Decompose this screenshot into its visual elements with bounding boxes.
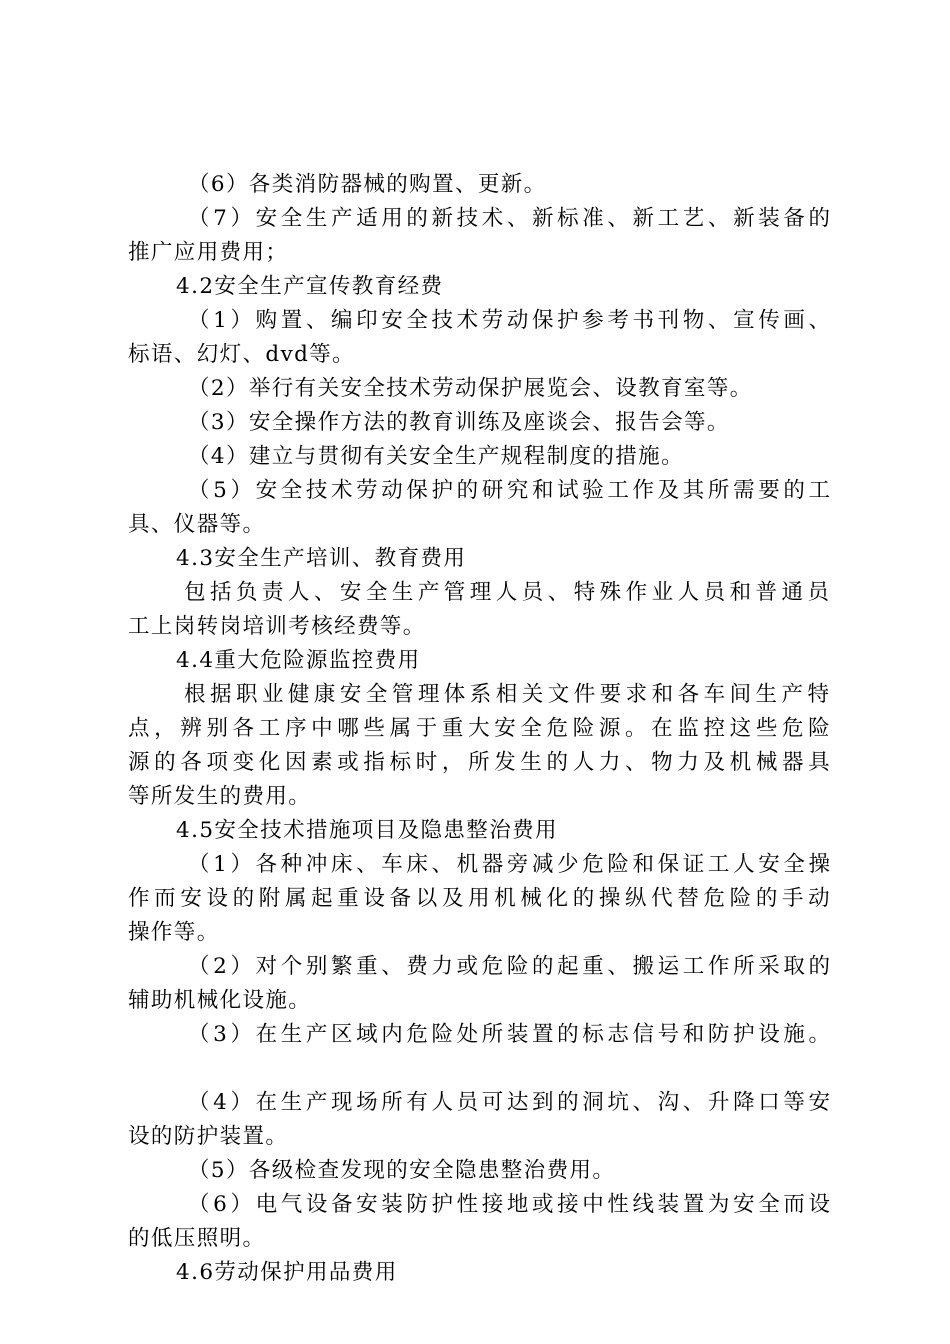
text-line: （6）电气设备安装防护性接地或接中性线装置为安全而设 [188,1192,834,1217]
section-heading: 4.2安全生产宣传教育经费 [176,274,444,299]
text-line: 辅助机械化设施。 [128,988,312,1013]
text-line: （5）安全技术劳动保护的研究和试验工作及其所需要的工 [188,478,834,503]
text-line: 标语、幻灯、dvd等。 [128,342,356,367]
text-line: （3）安全操作方法的教育训练及座谈会、报告会等。 [188,410,730,435]
text-line: （6）各类消防器械的购置、更新。 [188,172,547,197]
text-line: 操作等。 [128,920,220,945]
text-line: （5）各级检查发现的安全隐患整治费用。 [188,1158,616,1183]
text-line: （4）在生产现场所有人员可达到的洞坑、沟、升降口等安 [188,1090,834,1115]
text-line: 等所发生的费用。 [128,784,312,809]
text-line: 源的各项变化因素或指标时，所发生的人力、物力及机械器具 [128,750,835,775]
text-line: （7）安全生产适用的新技术、新标准、新工艺、新装备的 [188,206,834,231]
text-line: （2）对个别繁重、费力或危险的起重、搬运工作所采取的 [188,954,834,979]
section-heading: 4.4重大危险源监控费用 [176,648,421,673]
text-line: 根据职业健康安全管理体系相关文件要求和各车间生产特 [184,682,834,707]
text-line: （3）在生产区域内危险处所装置的标志信号和防护设施。 [188,1022,834,1047]
text-line: 点，辨别各工序中哪些属于重大安全危险源。在监控这些危险 [128,716,835,741]
section-heading: 4.6劳动保护用品费用 [176,1260,398,1285]
document-body [128,168,834,1290]
section-heading: 4.3安全生产培训、教育费用 [176,546,467,571]
text-line: （1）购置、编印安全技术劳动保护参考书刊物、宣传画、 [188,308,834,333]
text-line: 包括负责人、安全生产管理人员、特殊作业人员和普通员 [184,580,834,605]
text-line: 推广应用费用； [128,240,289,265]
text-line: 具、仪器等。 [128,512,266,537]
text-line: 作而安设的附属起重设备以及用机械化的操纵代替危险的手动 [128,886,835,911]
text-line: 工上岗转岗培训考核经费等。 [128,614,426,639]
text-line: （4）建立与贯彻有关安全生产规程制度的措施。 [188,444,684,469]
text-line: 的低压照明。 [128,1226,266,1251]
blank-line [128,1052,834,1086]
text-line: （2）举行有关安全技术劳动保护展览会、设教育室等。 [188,376,753,401]
section-heading: 4.5安全技术措施项目及隐患整治费用 [176,818,558,843]
text-line: 设的防护装置。 [128,1124,289,1149]
text-line: （1）各种冲床、车床、机器旁减少危险和保证工人安全操 [188,852,834,877]
